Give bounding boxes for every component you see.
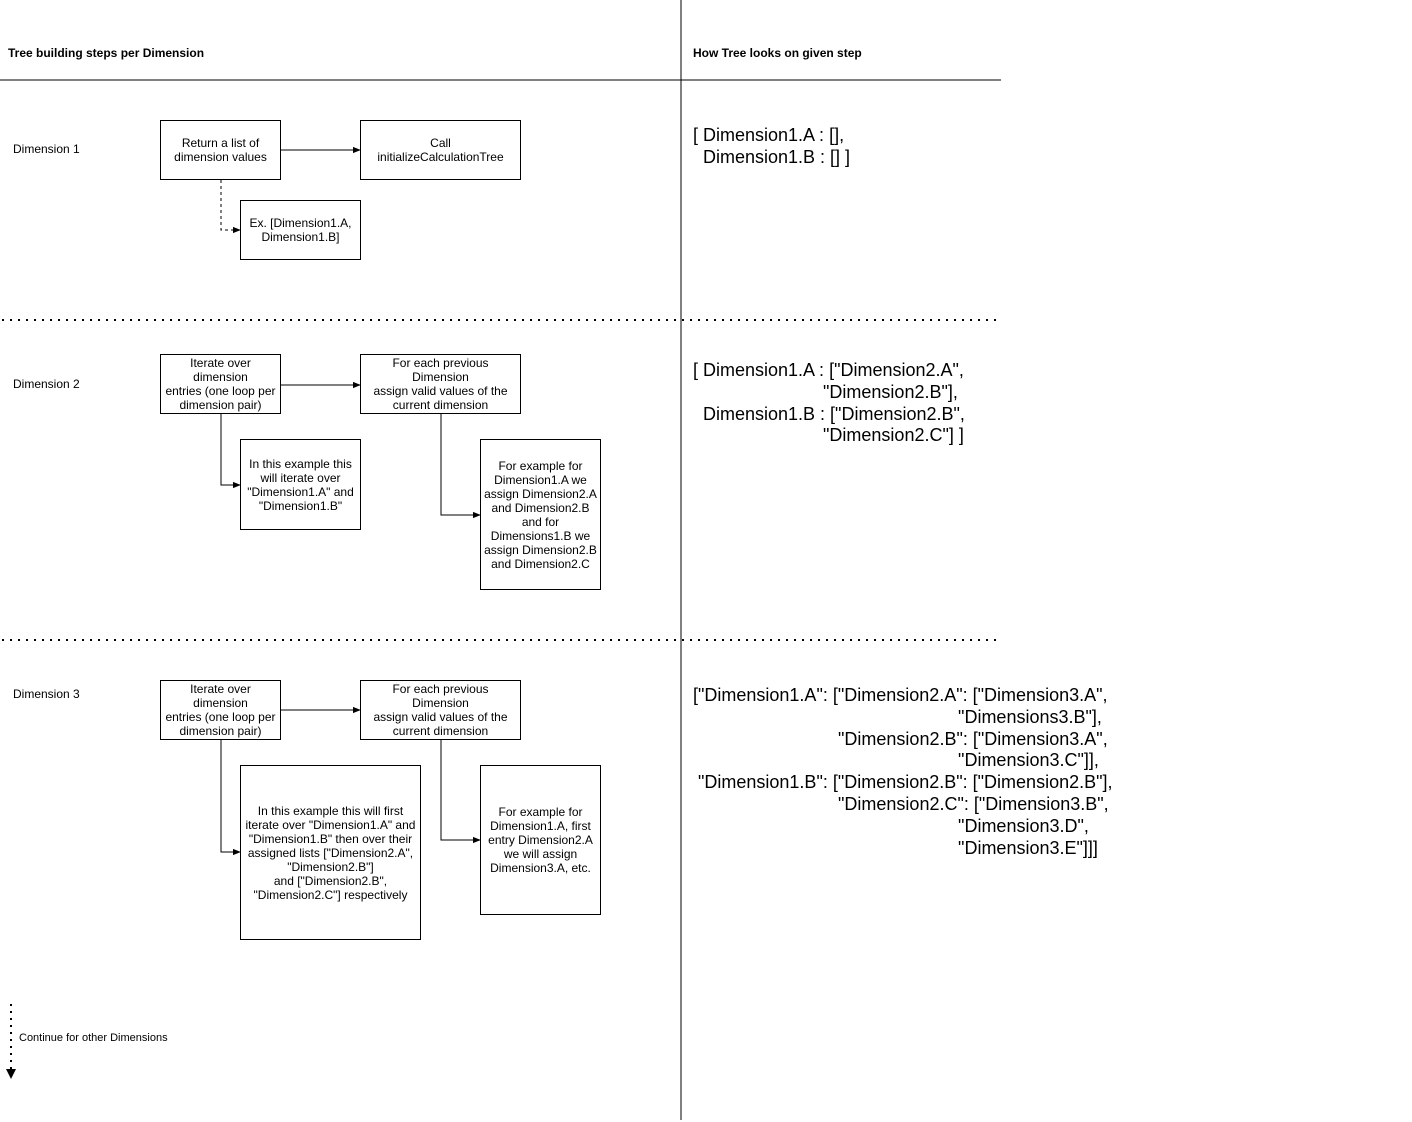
step-example-box: In this example this will iterate over "Dimension1.A" and "Dimension1.B": [240, 439, 361, 530]
continue-note: Continue for other Dimensions: [19, 1032, 168, 1044]
step-box: Return a list of dimension values: [160, 120, 281, 180]
right-column-header: How Tree looks on given step: [693, 46, 862, 60]
arrow-action-to-example: [441, 740, 480, 840]
left-column-header: Tree building steps per Dimension: [8, 46, 205, 60]
tree-state-dimension-3: ["Dimension1.A": ["Dimension2.A": ["Dimension3.A", "Dimensions3.B"], "Dimension2.B": ["Dimension3.A", "Dimension3.C"]], "Dimension1.B": ["Dimension2.B": ["Dimension2.B"], "Dimension2.C": ["Dimension3.B", "Dimension3.D", "Dimension3.E"]]]: [693, 685, 1113, 858]
action-box: For each previous Dimension assign valid values of the current dimension: [360, 354, 521, 414]
arrow-action-to-example: [441, 414, 480, 515]
tree-state-dimension-2: [ Dimension1.A : ["Dimension2.A", "Dimension2.B"], Dimension1.B : ["Dimension2.B", "Dimension2.C"] ]: [693, 360, 965, 446]
tree-state-dimension-1: [ Dimension1.A : [], Dimension1.B : [] ]: [693, 125, 851, 167]
action-box: For each previous Dimension assign valid values of the current dimension: [360, 680, 521, 740]
section-label-dimension-2: Dimension 2: [13, 377, 80, 391]
section-label-dimension-1: Dimension 1: [13, 142, 80, 156]
action-box: Call initializeCalculationTree: [360, 120, 521, 180]
action-example-box: For example for Dimension1.A, first entry Dimension2.A we will assign Dimension3.A, etc.: [480, 765, 601, 915]
dashed-arrow-step-to-example: [221, 180, 240, 230]
step-box: Iterate over dimension entries (one loop per dimension pair): [160, 354, 281, 414]
continue-arrowhead: [6, 1069, 16, 1079]
section-label-dimension-3: Dimension 3: [13, 687, 80, 701]
arrow-step-to-example: [221, 414, 240, 485]
example-box: Ex. [Dimension1.A, Dimension1.B]: [240, 200, 361, 260]
step-box: Iterate over dimension entries (one loop per dimension pair): [160, 680, 281, 740]
arrow-step-to-example: [221, 740, 240, 852]
step-example-box: In this example this will first iterate over "Dimension1.A" and "Dimension1.B" then over their assigned lists ["Dimension2.A", "Dimension2.B"] and ["Dimension2.B", "Dimension2.C"] respectively: [240, 765, 421, 940]
action-example-box: For example for Dimension1.A we assign Dimension2.A and Dimension2.B and for Dimensions1.B we assign Dimension2.B and Dimension2.C: [480, 439, 601, 590]
